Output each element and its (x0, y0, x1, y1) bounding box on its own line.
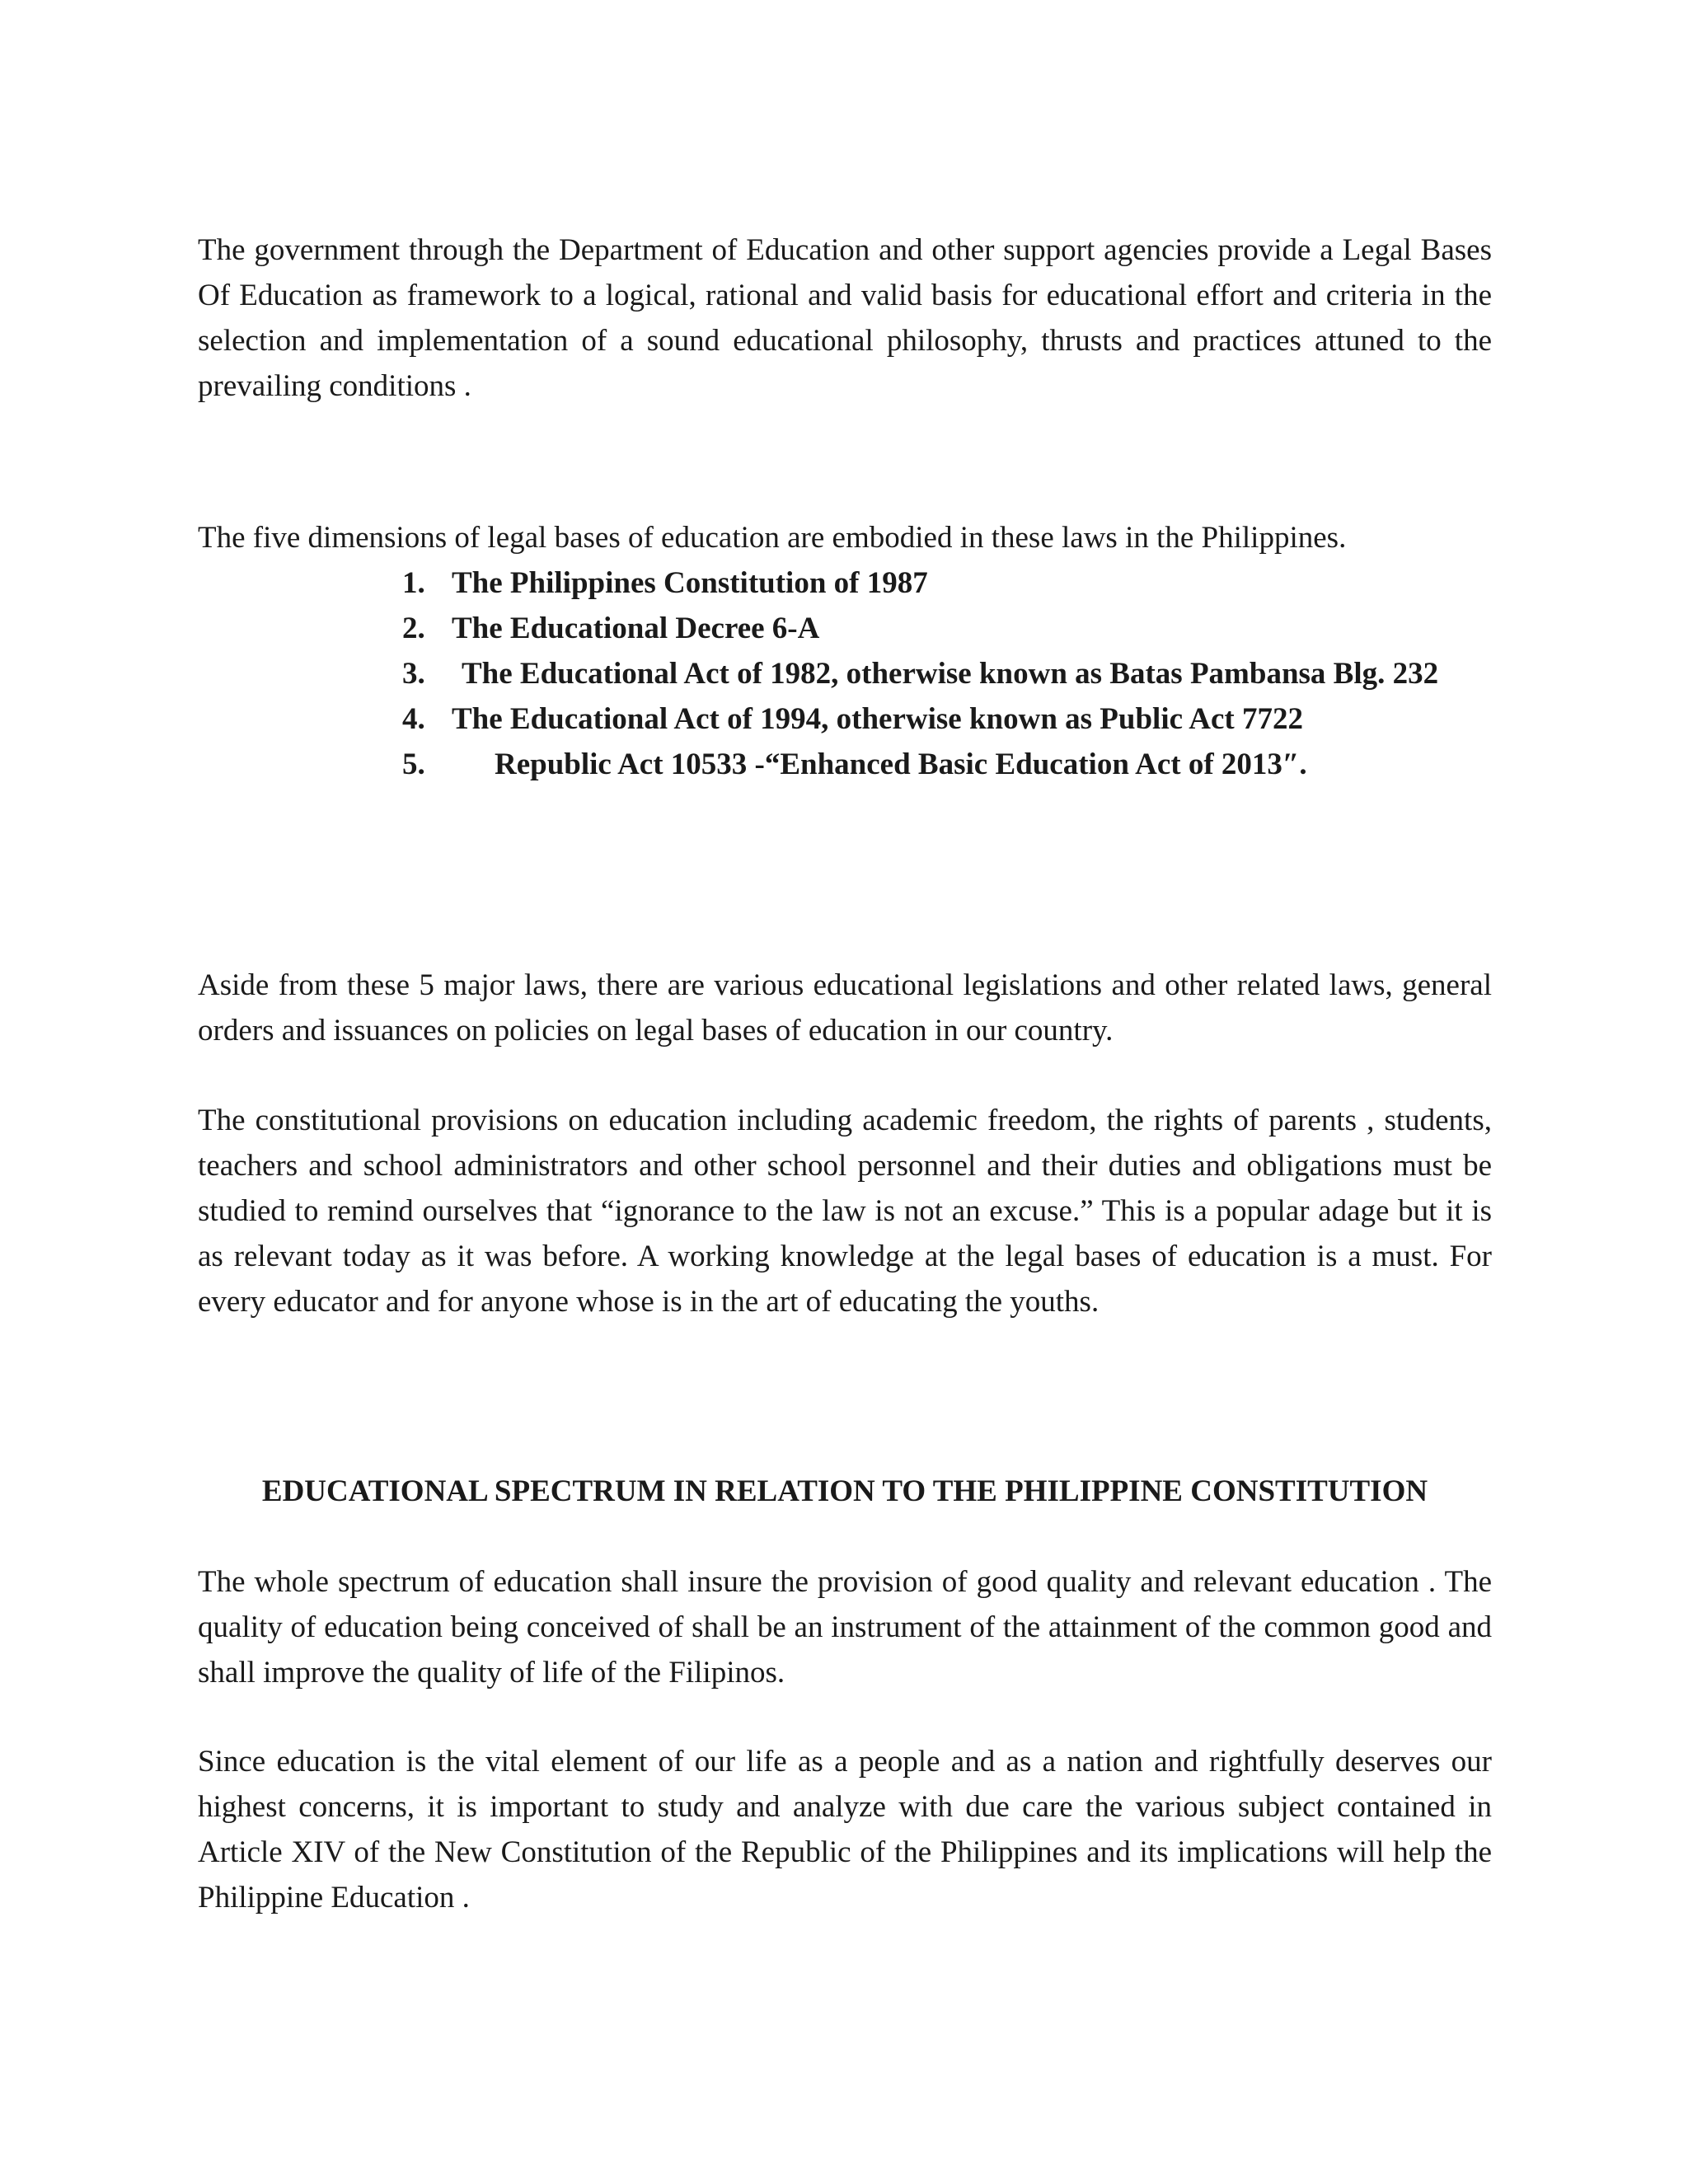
list-item-text: The Educational Decree 6-A (452, 612, 820, 645)
section-heading: EDUCATIONAL SPECTRUM IN RELATION TO THE PHILIPPINE CONSTITUTION (261, 1474, 1428, 1508)
list-item (402, 606, 1492, 651)
list-item-number: 5. (402, 748, 425, 781)
list-item (402, 560, 1492, 606)
constitutional-paragraph: The constitutional provisions on education including academic freedom, the rights of parents , students, teachers and school administrators and other school personnel and their duties and obligations must be studied to remind ourselves that “ignorance to the law is not an excuse.” This is a popular adage but it is as relevant today as it was before. A working knowledge at the legal bases of education is a must. For every educator and for anyone whose is in the art of educating the youths. (198, 1104, 1492, 1319)
list-item (402, 651, 1492, 696)
list-item-number: 2. (402, 612, 425, 645)
vital-element-paragraph: Since education is the vital element of our life as a people and as a nation and rightfully deserves our highest concerns, it is important to study and analyze with due care the various subject contained in Article XIV of the New Constitution of the Republic of the Philippines and its implications will help the Philippine Education . (198, 1745, 1492, 1915)
list-item (402, 742, 1492, 787)
list-item-text: The Philippines Constitution of 1987 (452, 566, 928, 600)
aside-paragraph: Aside from these 5 major laws, there are various educational legislations and other related laws, general orders and issuances on policies on legal bases of education in our country. (198, 968, 1492, 1047)
list-item-number: 4. (402, 702, 425, 736)
spectrum-paragraph: The whole spectrum of education shall insure the provision of good quality and relevant education . The quality of education being conceived of shall be an instrument of the attainment of the common good and shall improve the quality of life of the Filipinos. (198, 1565, 1492, 1690)
list-item (402, 696, 1492, 742)
intro-paragraph: The government through the Department of Education and other support agencies provide a Legal Bases Of Education as framework to a logical, rational and valid basis for educational effort and criteria in the selection and implementation of a sound educational philosophy, thrusts and practices attuned to the prevailing conditions . (198, 233, 1492, 403)
list-item-number: 1. (402, 566, 425, 600)
five-dimensions-paragraph: The five dimensions of legal bases of education are embodied in these laws in the Philippines. (198, 521, 1347, 555)
list-item-text: Republic Act 10533 -“Enhanced Basic Education Act of 2013″. (495, 748, 1307, 781)
list-item-number: 3. (402, 657, 425, 691)
laws-list (402, 560, 1492, 787)
list-item-text: The Educational Act of 1982, otherwise known as Batas Pambansa Blg. 232 (462, 657, 1439, 691)
list-item-text: The Educational Act of 1994, otherwise known as Public Act 7722 (452, 702, 1303, 736)
